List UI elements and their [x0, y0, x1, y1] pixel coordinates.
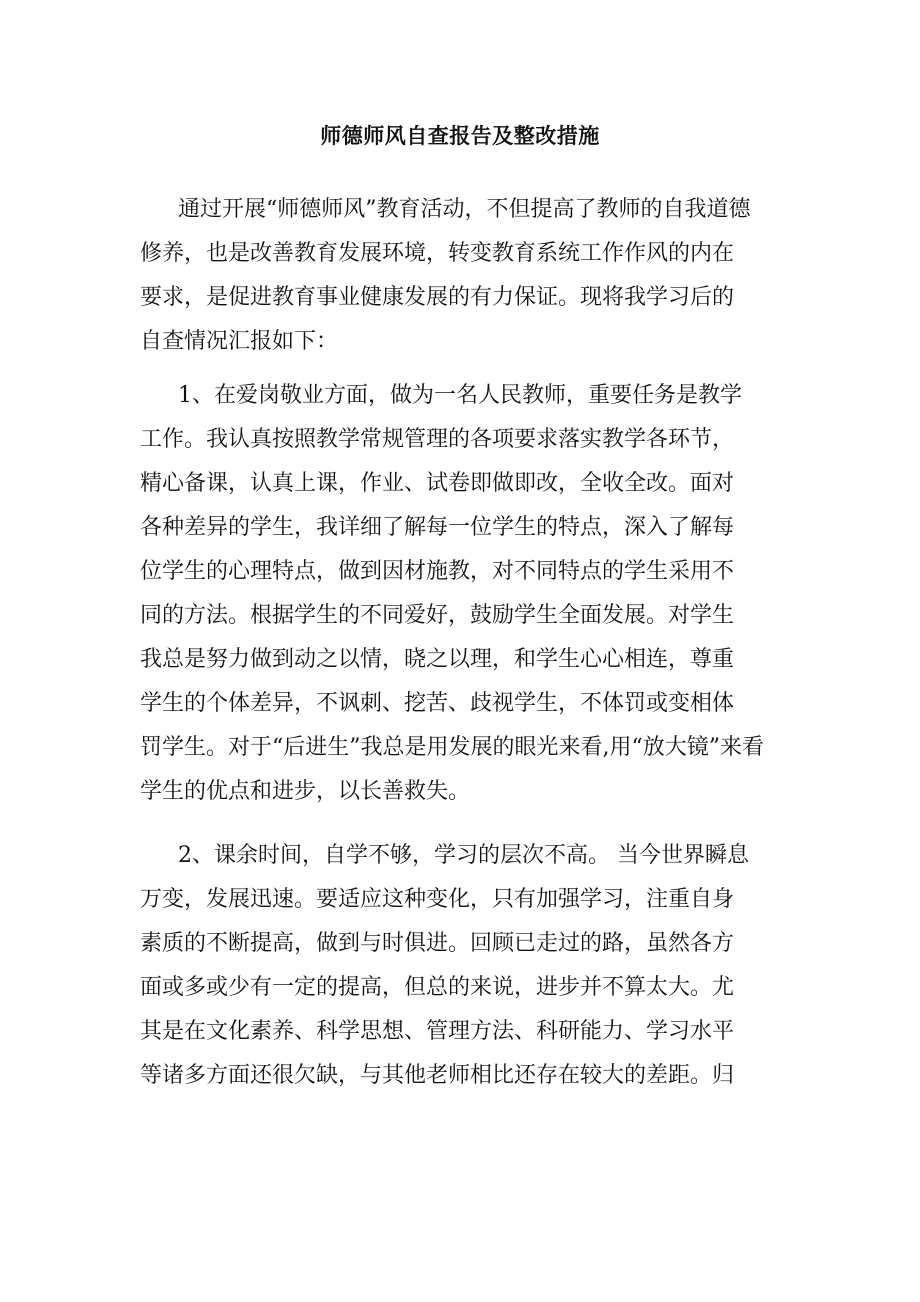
paragraph-3-line-1: 2、课余时间，自学不够，学习的层次不高。 当今世界瞬息: [178, 843, 749, 868]
paragraph-3-line-6: 等诸多方面还很欠缺，与其他老师相比还存在较大的差距。归: [140, 1063, 735, 1088]
paragraph-2-line-1: 1、在爱岗敬业方面，做为一名人民教师，重要任务是教学: [178, 383, 742, 408]
paragraph-3-line-5: 其是在文化素养、科学思想、管理方法、科研能力、学习水平: [140, 1019, 735, 1044]
paragraph-1-line-2: 修养，也是改善教育发展环境，转变教育系统工作作风的内在: [140, 241, 735, 266]
paragraph-2-line-10: 学生的优点和进步，以长善救失。: [140, 779, 471, 804]
paragraph-3-line-4: 面或多或少有一定的提高，但总的来说，进步并不算太大。尤: [140, 975, 735, 1000]
paragraph-2-line-2: 工作。我认真按照教学常规管理的各项要求落实教学各环节，: [140, 427, 735, 452]
paragraph-2-line-5: 位学生的心理特点，做到因材施教，对不同特点的学生采用不: [140, 559, 735, 584]
paragraph-2-line-4: 各种差异的学生，我详细了解每一位学生的特点，深入了解每: [140, 515, 735, 540]
paragraph-1-line-4: 自查情况汇报如下：: [140, 329, 339, 354]
paragraph-2-line-9: 罚学生。对于“后进生”我总是用发展的眼光来看,用“放大镜”来看: [140, 735, 764, 760]
paragraph-2-line-3: 精心备课，认真上课，作业、试卷即做即改，全收全改。面对: [140, 471, 735, 496]
paragraph-2-line-8: 学生的个体差异，不讽刺、挖苦、歧视学生，不体罚或变相体: [140, 691, 735, 716]
paragraph-2-line-6: 同的方法。根据学生的不同爱好，鼓励学生全面发展。对学生: [140, 603, 735, 628]
document-title: 师德师风自查报告及整改措施: [320, 123, 600, 148]
paragraph-2-line-7: 我总是努力做到动之以情，晓之以理，和学生心心相连，尊重: [140, 647, 735, 672]
paragraph-3-line-2: 万变，发展迅速。要适应这种变化，只有加强学习，注重自身: [140, 887, 735, 912]
paragraph-3-line-3: 素质的不断提高，做到与时俱进。回顾已走过的路，虽然各方: [140, 931, 735, 956]
paragraph-1-line-3: 要求，是促进教育事业健康发展的有力保证。现将我学习后的: [140, 285, 735, 310]
paragraph-1-line-1: 通过开展“师德师风”教育活动，不但提高了教师的自我道德: [178, 197, 751, 222]
